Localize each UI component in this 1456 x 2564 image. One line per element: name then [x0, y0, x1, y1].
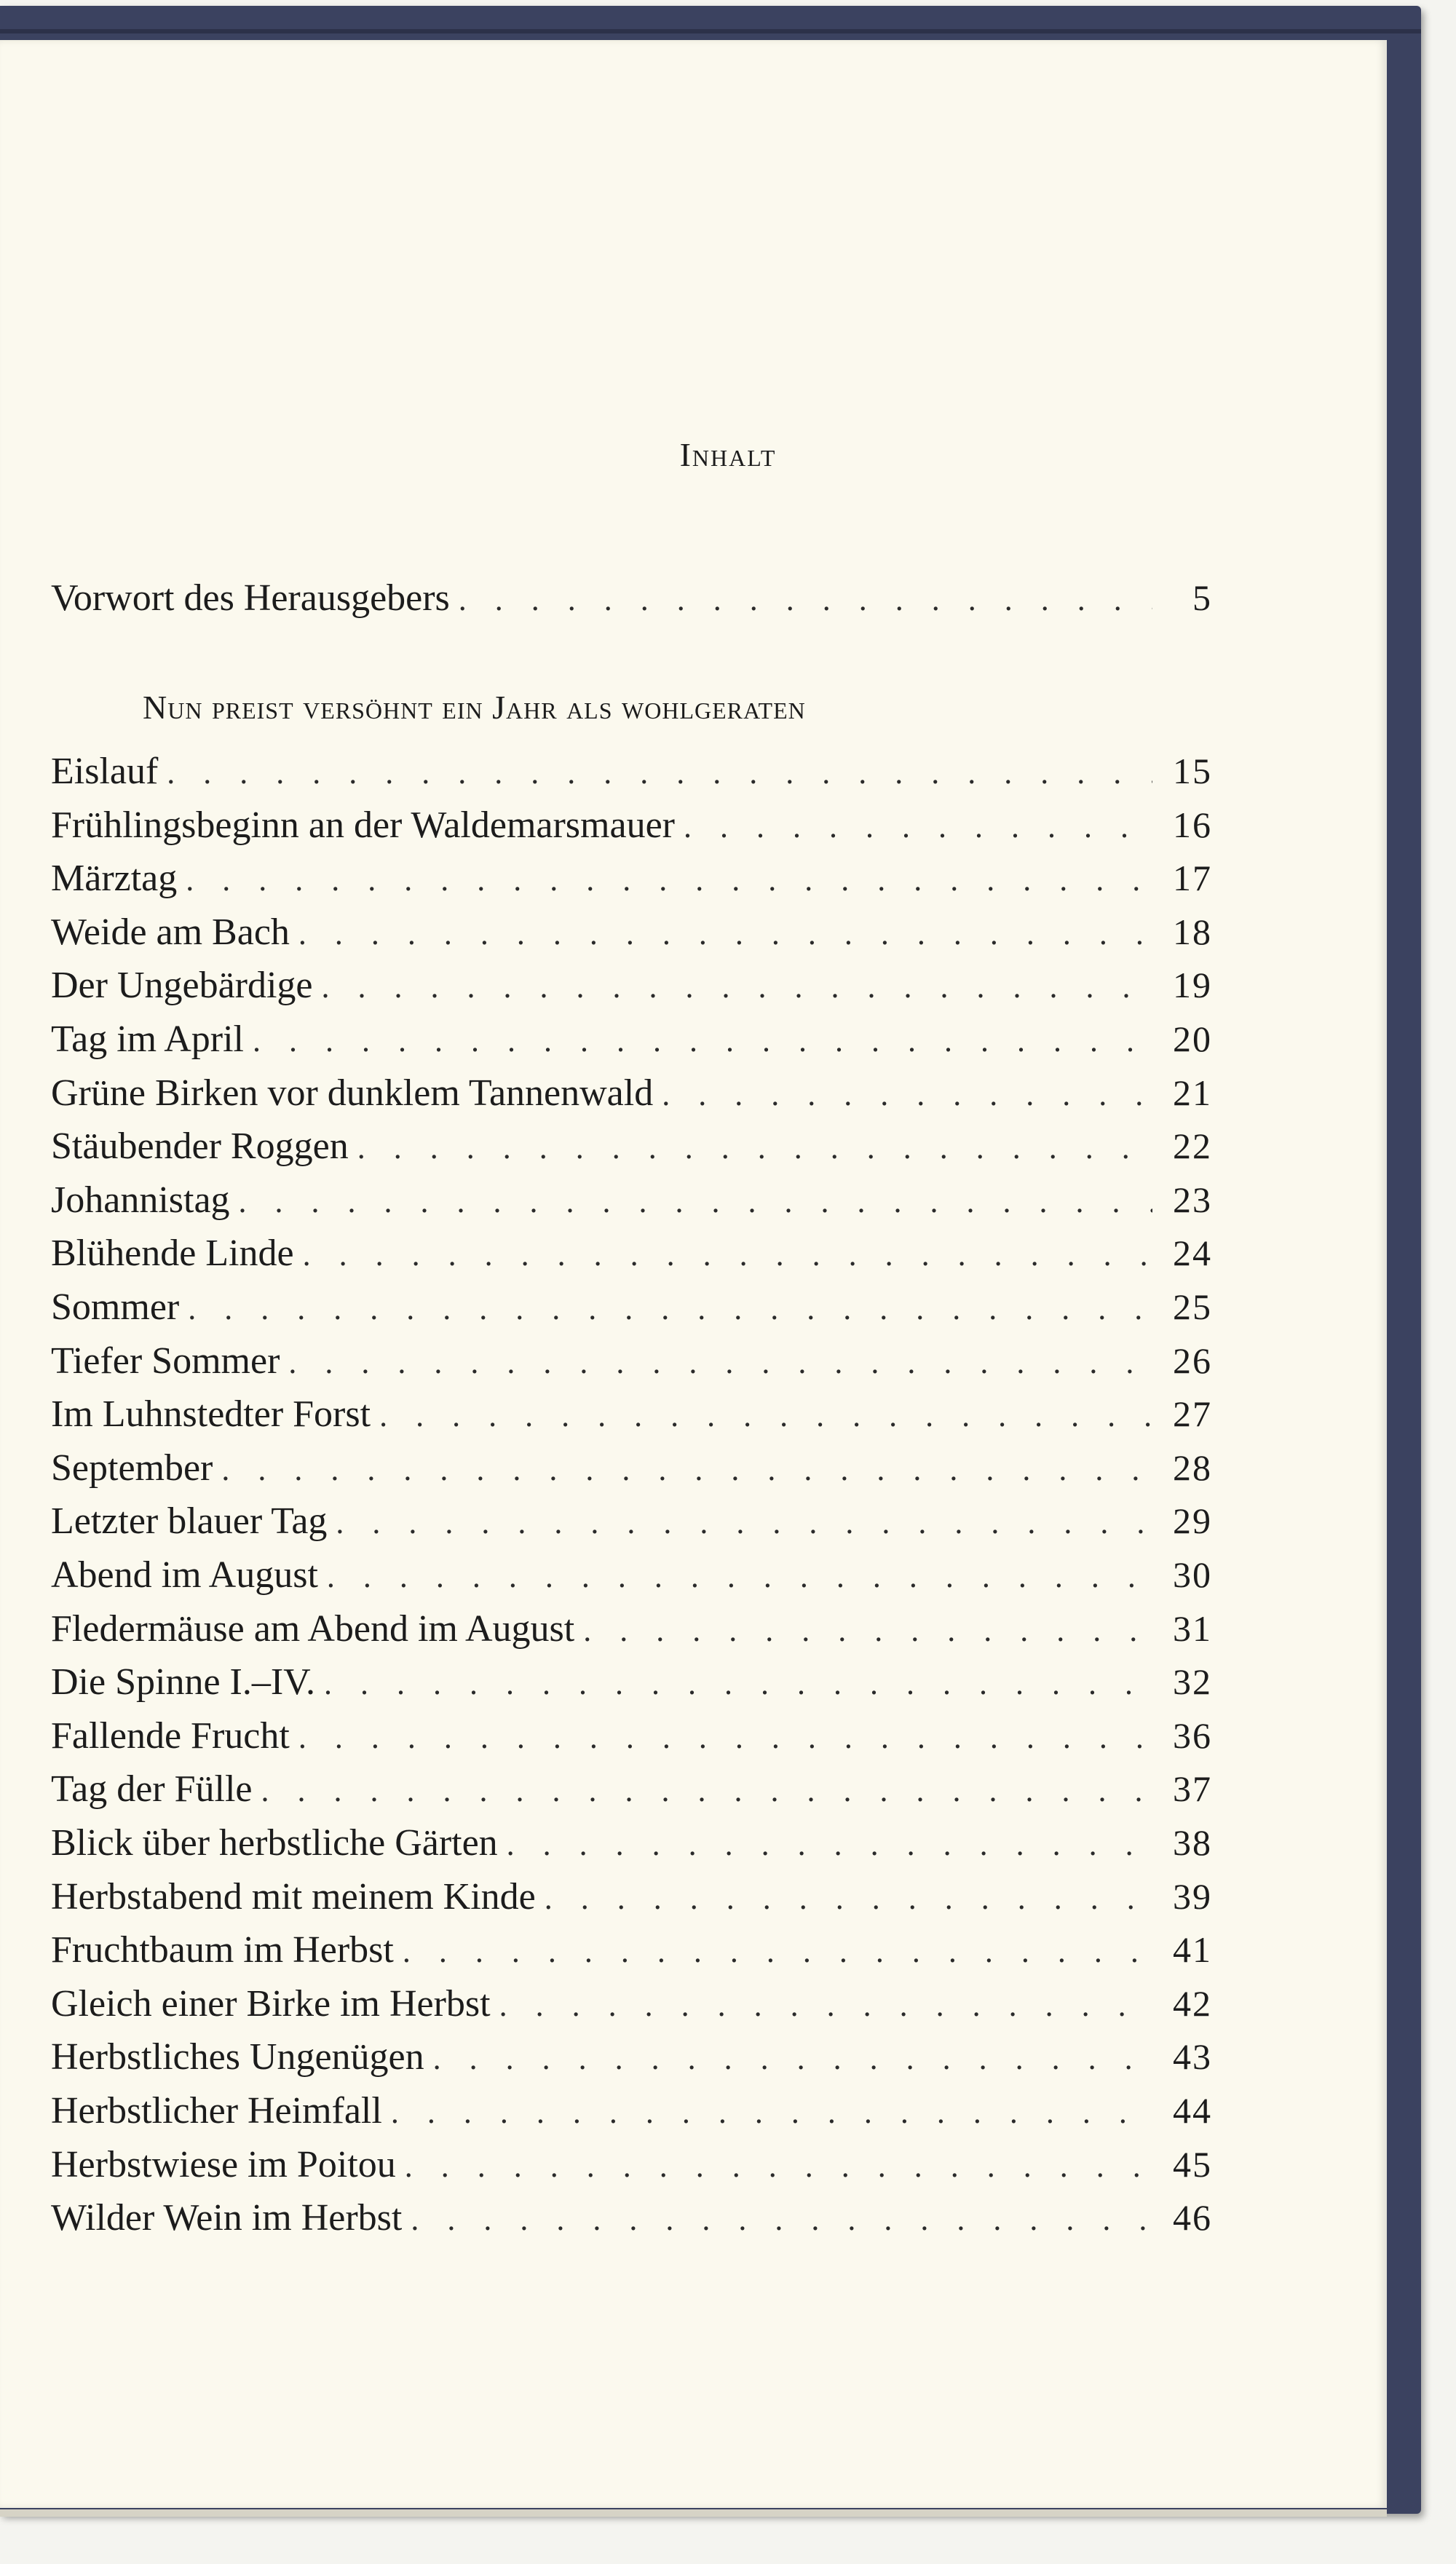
toc-entry	[51, 1018, 1212, 1067]
toc-entry-title: Tag im April	[51, 1018, 245, 1060]
leader-dots	[186, 861, 1152, 898]
leader-dots	[433, 2040, 1152, 2077]
toc-entry-preface	[51, 577, 1212, 626]
toc-entry	[51, 2196, 1212, 2246]
toc-entry-title: Herbstliches Ungenügen	[51, 2036, 424, 2078]
leader-dots	[322, 968, 1152, 1005]
toc-entry	[51, 1928, 1212, 1978]
toc-entry	[51, 1125, 1212, 1174]
leader-dots	[221, 1451, 1152, 1488]
toc-entry-page: 45	[1173, 2144, 1212, 2185]
leader-dots	[499, 1987, 1152, 2024]
toc-entry	[51, 1179, 1212, 1228]
toc-entry-title: Herbstwiese im Poitou	[51, 2144, 396, 2185]
toc-entry-title: Johannistag	[51, 1179, 230, 1221]
toc-entry-title: Abend im August	[51, 1554, 318, 1596]
toc-entry-title: Gleich einer Birke im Herbst	[51, 1983, 491, 2025]
toc-entry-page: 22	[1173, 1125, 1212, 1166]
section-title: Nun preist versöhnt ein Jahr als wohlgeraten	[143, 689, 806, 726]
toc-entry	[51, 2089, 1212, 2139]
toc-entry-page: 29	[1173, 1500, 1212, 1541]
toc-entry-page: 37	[1173, 1768, 1212, 1809]
leader-dots	[298, 1719, 1152, 1756]
leader-dots	[253, 1022, 1152, 1059]
leader-dots	[288, 1344, 1152, 1381]
toc-entry-page: 31	[1173, 1608, 1212, 1649]
toc-entry	[51, 1607, 1212, 1657]
toc-entry	[51, 1714, 1212, 1764]
toc-entry-title: Frühlingsbeginn an der Waldemarsmauer	[51, 804, 675, 846]
toc-entry-page: 20	[1173, 1018, 1212, 1059]
leader-dots	[403, 1933, 1152, 1970]
toc-entry-title: Stäubender Roggen	[51, 1125, 349, 1167]
leader-dots	[662, 1076, 1152, 1113]
leader-dots	[405, 2148, 1152, 2185]
toc-entry	[51, 1340, 1212, 1389]
toc-entry-title: September	[51, 1447, 213, 1489]
toc-entry-title: Herbstlicher Heimfall	[51, 2090, 382, 2132]
leader-dots	[239, 1183, 1152, 1220]
toc-entry-page: 27	[1173, 1393, 1212, 1434]
page-title: Inhalt	[679, 436, 777, 473]
toc-entry-title: Fallende Frucht	[51, 1715, 290, 1757]
leader-dots	[303, 1236, 1152, 1273]
toc-entry-page: 17	[1173, 858, 1212, 898]
toc-entry-title: Die Spinne I.–IV.	[51, 1661, 316, 1703]
toc-entry-page: 16	[1173, 804, 1212, 845]
leader-dots	[261, 1772, 1152, 1809]
toc-entry-title: Grüne Birken vor dunklem Tannenwald	[51, 1072, 654, 1114]
leader-dots	[459, 581, 1152, 618]
toc-entry	[51, 1500, 1212, 1549]
toc-entry	[51, 1768, 1212, 1817]
toc-entry	[51, 2143, 1212, 2193]
toc-entry	[51, 804, 1212, 853]
toc-entry-title: Blick über herbstliche Gärten	[51, 1822, 498, 1864]
toc-entry-page: 23	[1173, 1179, 1212, 1220]
toc-entry	[51, 1072, 1212, 1121]
toc-entry	[51, 1982, 1212, 2032]
toc-entry	[51, 1232, 1212, 1281]
toc-entry-page: 38	[1173, 1822, 1212, 1863]
toc-entry-title: Märztag	[51, 858, 178, 899]
toc-entry-page: 18	[1173, 911, 1212, 952]
toc-entry	[51, 1286, 1212, 1335]
toc-entry-page: 32	[1173, 1661, 1212, 1702]
toc-entry-title: Tag der Fülle	[51, 1768, 253, 1810]
leader-dots	[167, 754, 1152, 791]
toc-entry	[51, 964, 1212, 1013]
toc-entry	[51, 1821, 1212, 1871]
leader-dots	[324, 1665, 1152, 1702]
toc-entry	[51, 1554, 1212, 1603]
toc-entry-page: 46	[1173, 2197, 1212, 2238]
toc-entry-title: Vorwort des Herausgebers	[51, 577, 450, 619]
toc-entry-title: Der Ungebärdige	[51, 965, 313, 1006]
toc-entry-title: Wilder Wein im Herbst	[51, 2197, 403, 2239]
toc-entry	[51, 2035, 1212, 2085]
toc-entry-page: 39	[1173, 1876, 1212, 1917]
leader-dots	[379, 1397, 1152, 1434]
toc-entry-page: 36	[1173, 1715, 1212, 1756]
toc-entry-page: 15	[1173, 751, 1212, 791]
toc-entry-title: Blühende Linde	[51, 1232, 294, 1274]
leader-dots	[188, 1290, 1152, 1327]
toc-entry-page: 41	[1173, 1929, 1212, 1970]
leader-dots	[684, 808, 1152, 845]
leader-dots	[336, 1504, 1152, 1541]
toc-entry	[51, 911, 1212, 960]
toc-entry-page: 5	[1192, 577, 1212, 618]
toc-entry-title: Sommer	[51, 1286, 180, 1328]
toc-entry-title: Im Luhnstedter Forst	[51, 1393, 371, 1435]
toc-entry-page: 26	[1173, 1340, 1212, 1381]
toc-entry-page: 25	[1173, 1286, 1212, 1327]
toc-entry-page: 42	[1173, 1983, 1212, 2024]
leader-dots	[545, 1880, 1152, 1917]
toc-entry-title: Fledermäuse am Abend im August	[51, 1608, 575, 1650]
toc-entry-title: Herbstabend mit meinem Kinde	[51, 1876, 536, 1918]
leader-dots	[583, 1612, 1152, 1649]
toc-entry-page: 44	[1173, 2090, 1212, 2131]
leader-dots	[327, 1558, 1152, 1595]
toc-entry	[51, 1393, 1212, 1442]
toc-entry-page: 24	[1173, 1232, 1212, 1273]
toc-entry	[51, 1447, 1212, 1496]
leader-dots	[411, 2201, 1152, 2238]
leader-dots	[391, 2094, 1152, 2131]
toc-entry	[51, 1661, 1212, 1710]
toc-entry-page: 43	[1173, 2036, 1212, 2077]
toc-entry	[51, 857, 1212, 906]
toc-entry-page: 21	[1173, 1072, 1212, 1113]
toc-entry-page: 30	[1173, 1554, 1212, 1595]
toc-entry-title: Tiefer Sommer	[51, 1340, 280, 1382]
leader-dots	[298, 915, 1152, 952]
toc-entry	[51, 750, 1212, 799]
toc-entry-title: Weide am Bach	[51, 911, 290, 953]
toc-entry-title: Fruchtbaum im Herbst	[51, 1929, 394, 1971]
toc-entry-title: Letzter blauer Tag	[51, 1500, 328, 1542]
leader-dots	[507, 1826, 1152, 1863]
leader-dots	[357, 1129, 1152, 1166]
toc-entry	[51, 1875, 1212, 1925]
toc-entry-page: 28	[1173, 1447, 1212, 1488]
toc-entry-page: 19	[1173, 965, 1212, 1005]
toc-entry-title: Eislauf	[51, 751, 159, 792]
